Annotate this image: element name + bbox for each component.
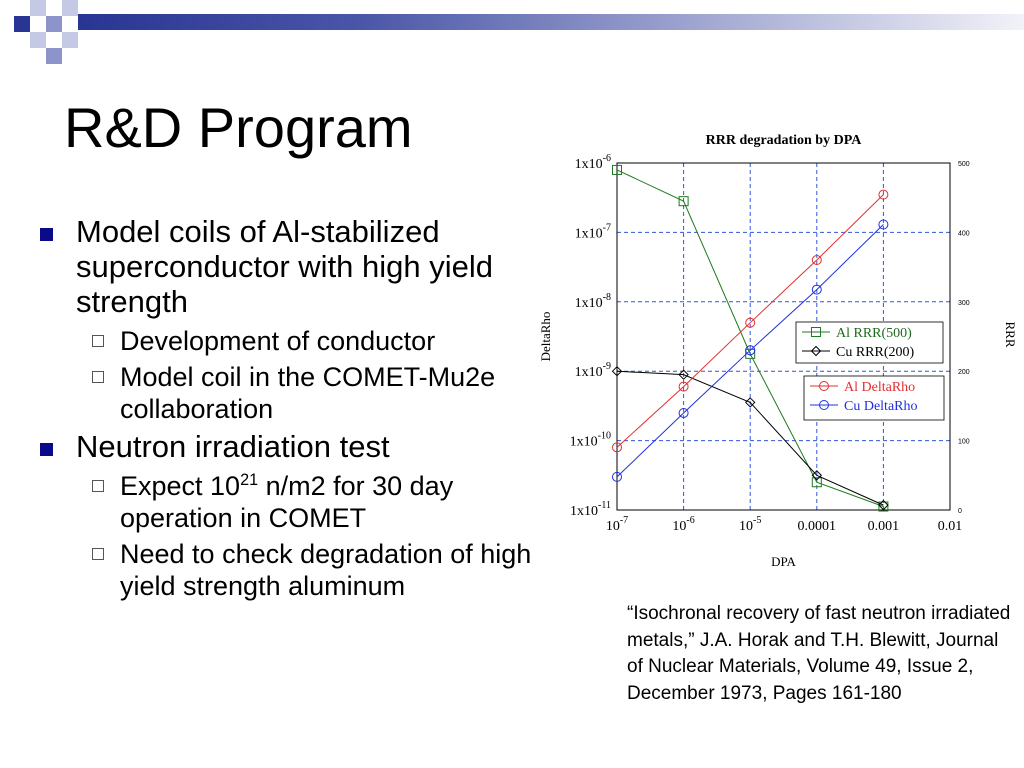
bullet-text: Model coils of Al-stabilized superconductor with high yield strength (76, 214, 494, 319)
legend-rho-entry: Cu DeltaRho (844, 399, 918, 414)
x-axis-label: DPA (771, 554, 796, 569)
bullet-text: Neutron irradiation test (76, 429, 390, 464)
x-tick-label: $10^{-6}$ (672, 515, 695, 534)
x-tick-label: 0.01 (937, 519, 963, 534)
y2-axis-label: RRR (1003, 321, 1018, 348)
y2-tick-label: 500 (958, 161, 970, 168)
legend-rho-entry: Al DeltaRho (844, 380, 916, 395)
header-deco-square (14, 16, 30, 32)
header-deco-square (62, 0, 78, 16)
bullet-item (36, 214, 536, 319)
citation-text: “Isochronal recovery of fast neutron irradiated metals,” J.A. Horak and T.H. Blewitt, Journal of Nuclear Materials, Volume 49, Issue 2, December 1973, Pages 161-180 (627, 603, 1011, 704)
bullet-square-icon (40, 443, 53, 456)
header-deco-square (62, 32, 78, 48)
sub-bullet-text: Model coil in the COMET-Mu2e collaboration (120, 362, 496, 424)
y2-tick-label: 400 (958, 230, 970, 238)
header-deco-square (30, 0, 46, 16)
bullet-square-icon (40, 228, 53, 241)
sub-bullet-item (36, 325, 536, 357)
y-tick-label: $1x10^{-10}$ (569, 430, 611, 450)
sub-bullet-item (36, 361, 536, 425)
header-deco-square (30, 32, 46, 48)
y-axis-label: DeltaRho (538, 311, 553, 362)
y-tick-label: $1x10^{-11}$ (570, 500, 611, 519)
sub-bullet-text: Development of conductor (120, 326, 436, 356)
y2-tick-label: 0 (958, 508, 962, 515)
y-tick-label: $1x10^{-7}$ (574, 222, 611, 242)
y2-tick-label: 300 (958, 299, 970, 307)
sub-bullet-box-icon (92, 480, 104, 492)
x-tick-label: $10^{-7}$ (605, 515, 629, 534)
y-tick-label: $1x10^{-6}$ (574, 153, 611, 172)
sub-bullet-box-icon (92, 548, 104, 560)
header-deco-square (46, 48, 62, 64)
sub-bullet-item (36, 470, 536, 534)
x-tick-label: $10^{-5}$ (739, 515, 762, 534)
bullet-item (36, 429, 536, 464)
legend-rrr-entry: Cu RRR(200) (836, 345, 915, 360)
x-tick-label: 0.0001 (797, 519, 837, 534)
x-tick-label: 0.001 (867, 519, 900, 534)
sub-bullet-text-prefix: Expect 10 (120, 471, 241, 501)
sub-bullet-text-suffix: n/m2 for 30 day operation in COMET (120, 471, 454, 533)
y2-tick-label: 200 (958, 369, 970, 377)
header-deco-square (46, 16, 62, 32)
rrr-degradation-chart (530, 124, 1024, 574)
sub-bullet-superscript: 21 (240, 471, 259, 489)
chart-title: RRR degradation by DPA (705, 133, 862, 148)
header-band (78, 14, 1024, 30)
y-tick-label: $1x10^{-9}$ (574, 361, 611, 381)
legend-rrr-entry: Al RRR(500) (836, 326, 912, 341)
sub-bullet-box-icon (92, 371, 104, 383)
y2-tick-label: 100 (958, 438, 970, 446)
y-tick-label: $1x10^{-8}$ (574, 291, 611, 311)
slide-title: R&D Program (64, 96, 413, 159)
sub-bullet-box-icon (92, 335, 104, 347)
sub-bullet-item (36, 538, 536, 602)
sub-bullet-text: Need to check degradation of high yield strength aluminum (120, 539, 532, 601)
bullet-list (36, 214, 536, 606)
